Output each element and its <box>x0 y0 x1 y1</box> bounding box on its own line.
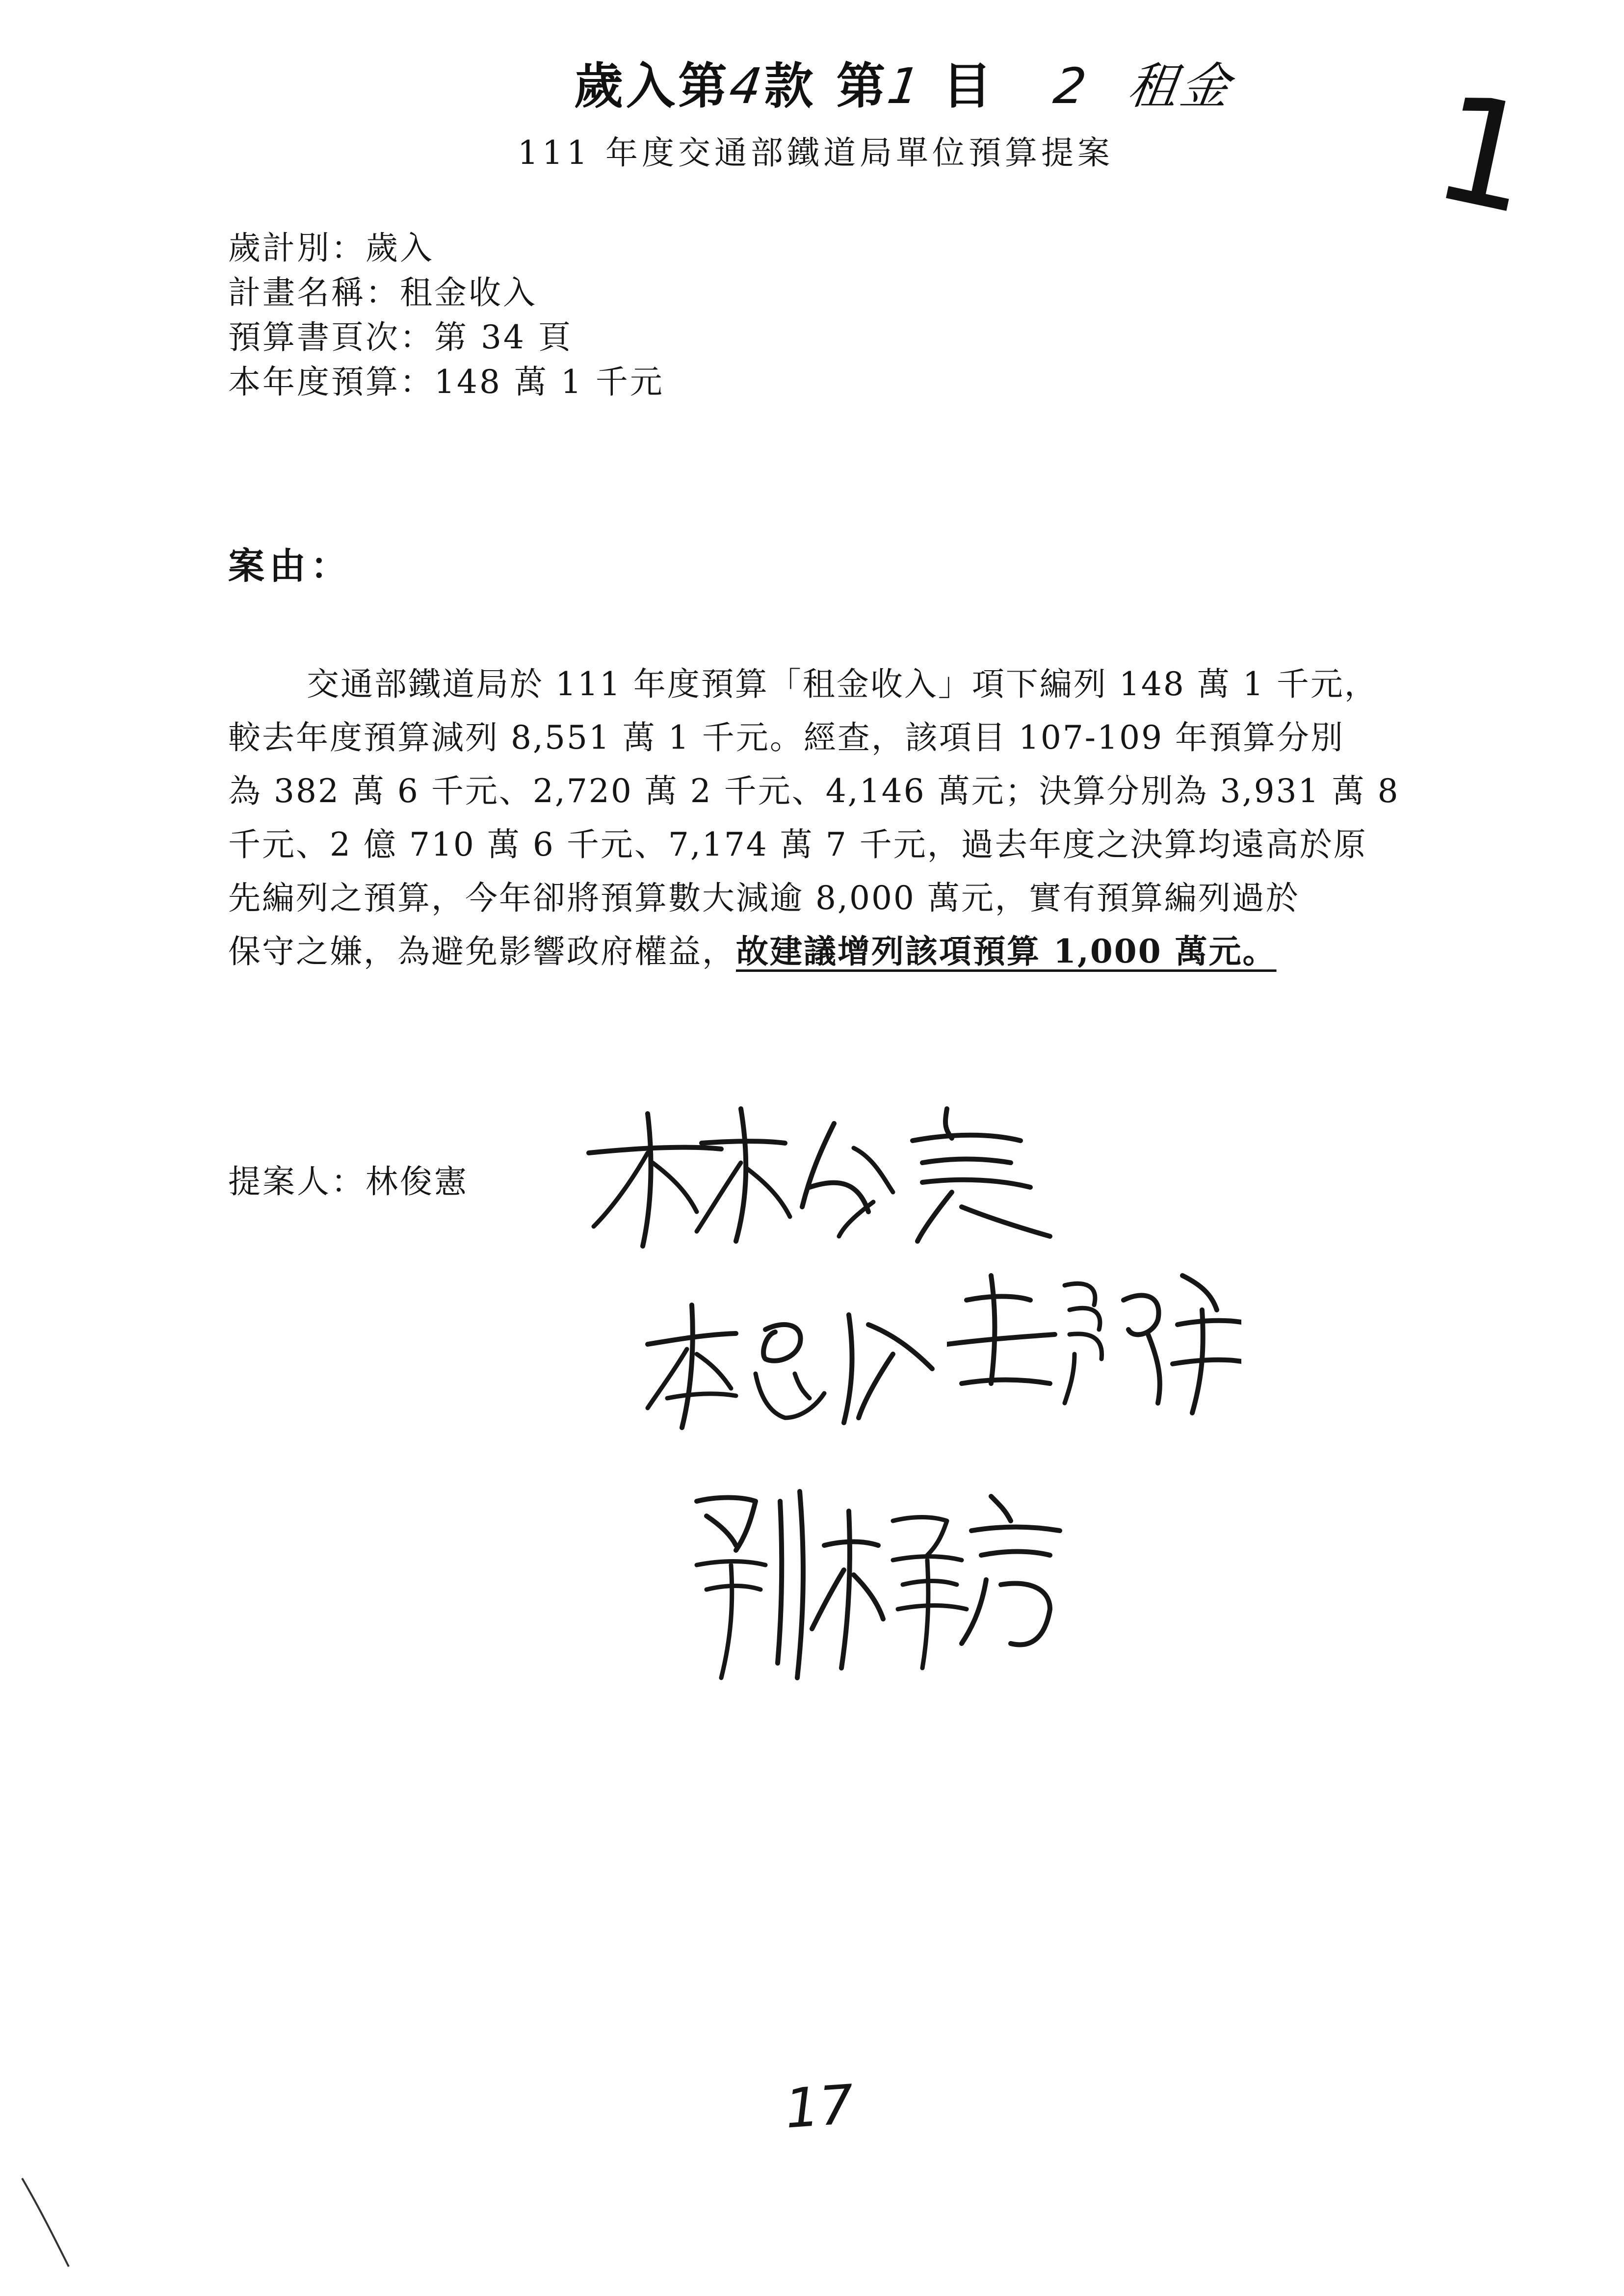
stamp-text-3: 目 <box>942 57 995 115</box>
handwritten-page-number: 17 <box>783 2073 856 2140</box>
signature-lin-chun-hsien <box>579 1094 1060 1256</box>
paragraph-line: 為 382 萬 6 千元、2,720 萬 2 千元、4,146 萬元；決算分別為 3,931 萬 8 <box>228 772 1400 810</box>
recommendation-emphasis: 故建議增列該項預算 1,000 萬元。 <box>736 932 1277 970</box>
header-stamp <box>574 47 1236 117</box>
meta-plan-name: 計畫名稱：租金收入 <box>228 274 537 312</box>
document-title: 111 年度交通部鐵道局單位預算提案 <box>518 134 1114 172</box>
paragraph-line: 千元、2 億 710 萬 6 千元、7,174 萬 7 千元，過去年度之決算均遠高於原 <box>228 826 1367 863</box>
handwritten-page-mark: 1 <box>1420 60 1548 248</box>
signature-li-kun-tse <box>638 1276 942 1437</box>
meta-block <box>228 226 664 404</box>
paragraph-line: 先編列之預算，今年卻將預算數大減逾 8,000 萬元，實有預算編列過於 <box>228 879 1300 917</box>
stamp-text-1: 歲入第 <box>574 57 730 115</box>
scan-artifact-line <box>20 2173 79 2273</box>
proposer-label: 提案人：林俊憲 <box>228 1163 469 1200</box>
stamp-text-2: 款 第 <box>764 57 889 115</box>
paragraph-text: 保守之嫌，為避免影響政府權益， <box>228 933 736 970</box>
stamp-handwritten-number: 4 <box>726 57 768 115</box>
paragraph-line <box>228 925 1425 978</box>
paragraph-line: 交通部鐵道局於 111 年度預算「租金收入」項下編列 148 萬 1 千元， <box>307 665 1378 703</box>
meta-budget-page: 預算書頁次：第 34 頁 <box>228 318 573 356</box>
case-paragraph <box>228 657 1425 978</box>
meta-budget-category: 歲計別：歲入 <box>228 229 434 267</box>
meta-current-budget: 本年度預算：148 萬 1 千元 <box>228 363 664 401</box>
stamp-handwritten-number: 1 <box>884 57 927 115</box>
paragraph-line: 較去年度預算減列 8,551 萬 1 千元。經查，該項目 107-109 年預算分別 <box>228 719 1345 757</box>
signature-chao-tien-lin <box>947 1256 1241 1418</box>
section-heading-case: 案由： <box>228 545 352 587</box>
signature-liu-chao-hao <box>687 1482 1070 1688</box>
stamp-handwritten-number: 2 <box>1050 57 1093 115</box>
stamp-handwritten-text: 租金 <box>1124 57 1236 115</box>
